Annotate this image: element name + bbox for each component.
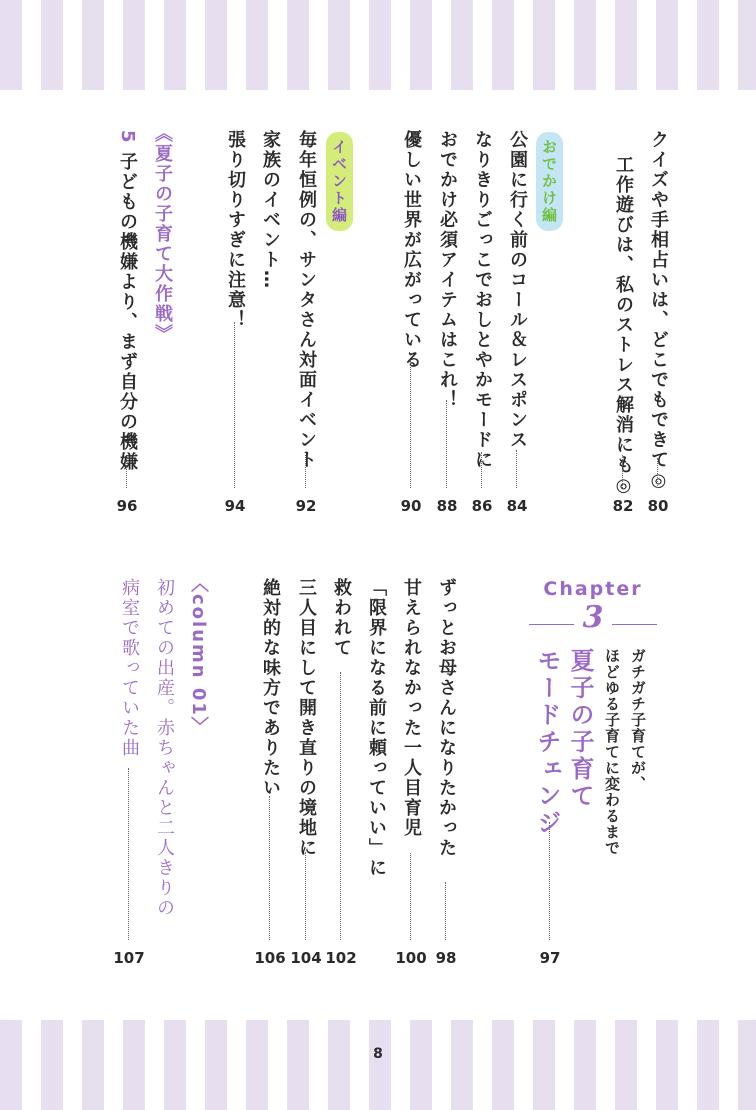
chapter-subtitle: ガチガチ子育てが、 <box>629 648 647 792</box>
toc-entry-text: 絶対的な味方でありたい <box>260 578 281 798</box>
toc-page-number: 107 <box>113 949 145 967</box>
bottom-stripe-band <box>0 1020 756 1110</box>
toc-page-number: 98 <box>435 949 457 967</box>
dot-leader <box>516 450 517 488</box>
top-stripe-band <box>0 0 756 90</box>
toc-page-number: 90 <box>400 497 422 515</box>
toc-entry-text: ずっとお母さんになりたかった <box>436 578 457 858</box>
toc-entry-text: 子どもの機嫌より、まず自分の機嫌 <box>117 152 138 472</box>
dot-leader <box>234 322 235 488</box>
toc-page-number: 96 <box>116 497 138 515</box>
dot-leader <box>126 458 127 488</box>
toc-page-number: 104 <box>290 949 322 967</box>
toc-entry-text: なりきりごっこでおしとやかモードに <box>472 130 493 470</box>
chapter-label: Chapter <box>543 578 643 600</box>
toc-entry-text: 公園に行く前のコール＆レスポンス <box>507 130 528 450</box>
dot-leader <box>481 452 482 488</box>
toc-entry-text: 毎年恒例の、サンタさん対面イベント <box>296 130 317 470</box>
toc-entry-text: 「限界になる前に頼っていい」に <box>366 578 387 878</box>
toc-page-number: 106 <box>254 949 286 967</box>
toc-entry-text: 優しい世界が広がっている <box>401 130 422 370</box>
section-number: 5 <box>117 130 138 145</box>
column-heading: 〈column 01〉 <box>188 574 209 737</box>
toc-page-number: 92 <box>295 497 317 515</box>
toc-entry-text: 工作遊びは、私のストレス解消にも◎ <box>613 155 634 498</box>
toc-entry-text: 救われて <box>331 578 352 658</box>
dot-leader <box>445 882 446 940</box>
toc-entry-text: 病室で歌っていた曲 <box>119 578 140 758</box>
toc-entry-text: 家族のイベント… <box>260 130 281 290</box>
chapter-title: 夏子の子育て <box>566 648 594 810</box>
chapter-rule-right <box>612 624 657 625</box>
toc-page-number: 94 <box>224 497 246 515</box>
toc-page-number: 88 <box>436 497 458 515</box>
dot-leader <box>305 852 306 940</box>
section-tag-odekake: おでかけ編 <box>536 132 563 231</box>
toc-entry-text: 初めての出産。赤ちゃんと二人きりの <box>154 578 175 918</box>
dot-leader <box>269 796 270 940</box>
dot-leader <box>340 672 341 940</box>
special-section-heading: 《夏子の子育て大作戦》 <box>152 124 173 344</box>
section-tag-event: イベント編 <box>326 132 353 231</box>
toc-entry-text: 三人目にして開き直りの境地に <box>296 578 317 858</box>
toc-entry-text: クイズや手相占いは、どこでもできて◎ <box>648 130 669 493</box>
toc-page-number: 84 <box>506 497 528 515</box>
dot-leader <box>410 853 411 940</box>
dot-leader <box>549 822 550 940</box>
toc-page-number: 86 <box>471 497 493 515</box>
toc-entry-text: 張り切りすぎに注意！ <box>225 130 246 330</box>
chapter-title: モードチェンジ <box>533 648 561 837</box>
chapter-subtitle: ほどゆる子育てに変わるまで <box>603 648 621 856</box>
toc-page-number: 100 <box>395 949 427 967</box>
dot-leader <box>128 768 129 940</box>
chapter-page-number: 97 <box>539 949 561 967</box>
toc-entry-text: 甘えられなかった一人目育児 <box>401 578 422 838</box>
dot-leader <box>305 455 306 488</box>
dot-leader <box>657 458 658 488</box>
chapter-rule-left <box>529 624 574 625</box>
dot-leader <box>622 455 623 488</box>
toc-page-number: 80 <box>647 497 669 515</box>
toc-page-number: 102 <box>325 949 357 967</box>
chapter-number: 3 <box>582 600 604 635</box>
page-number: 8 <box>373 1046 383 1062</box>
toc-entry-text: おでかけ必須アイテムはこれ！ <box>437 130 458 410</box>
toc-page-number: 82 <box>612 497 634 515</box>
dot-leader <box>446 400 447 488</box>
dot-leader <box>410 360 411 488</box>
